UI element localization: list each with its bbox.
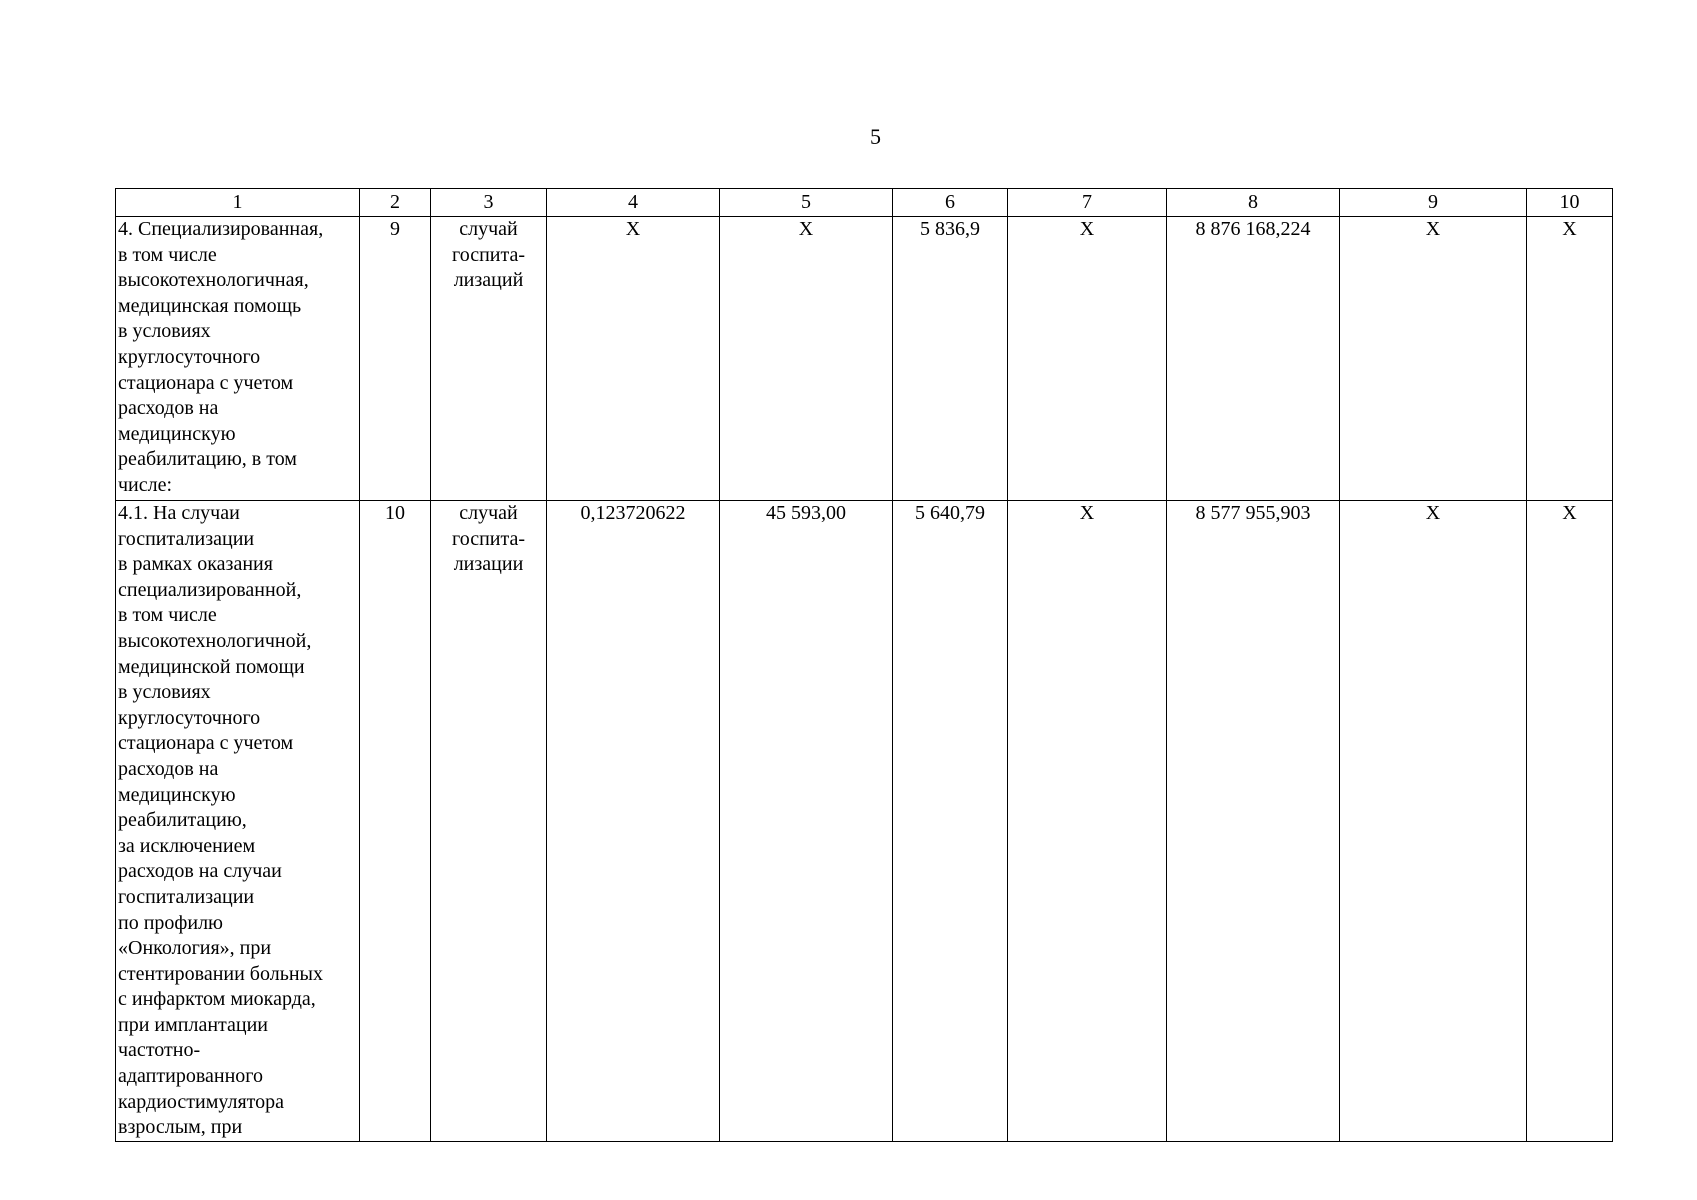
row-name-line: с инфарктом миокарда,: [118, 988, 316, 1011]
column-number: 4: [547, 189, 720, 217]
line-number-cell: 10: [360, 501, 431, 1142]
unit-line: госпита-: [451, 243, 525, 266]
column-number: 7: [1008, 189, 1167, 217]
row-name-line: медицинскую: [118, 783, 236, 806]
row-name-line: стационара с учетом: [118, 371, 294, 394]
value-cell-col5: 45 593,00: [720, 501, 893, 1142]
line-number-cell: 9: [360, 217, 431, 501]
row-name-line: кардиостимулятора: [118, 1090, 285, 1113]
row-name-line: реабилитацию,: [118, 809, 247, 832]
unit-line: случай: [459, 218, 518, 240]
row-name-line: высокотехнологичная,: [118, 269, 309, 292]
row-name-line: стационара с учетом: [118, 732, 294, 755]
row-name-line: в том числе: [118, 243, 217, 266]
row-name-line: специализированной,: [118, 578, 302, 601]
column-number: 9: [1340, 189, 1527, 217]
column-number: 8: [1167, 189, 1340, 217]
unit-line: случай: [459, 502, 518, 524]
row-name-line: реабилитацию, в том: [118, 448, 297, 471]
row-name-line: по профилю: [118, 911, 223, 934]
value-cell-col6: 5 836,9: [893, 217, 1008, 501]
value-cell-col9: X: [1340, 217, 1527, 501]
row-name-line: расходов на: [118, 757, 219, 780]
row-name-line: при имплантации: [118, 1013, 268, 1036]
unit-line: госпита-: [451, 527, 525, 550]
row-name-line: числе:: [118, 473, 173, 496]
value-cell-col8: 8 577 955,903: [1167, 501, 1340, 1142]
value-cell-col6: 5 640,79: [893, 501, 1008, 1142]
value-cell-col4: X: [547, 217, 720, 501]
row-name-line: круглосуточного: [118, 345, 261, 368]
row-name-line: расходов на случаи: [118, 860, 282, 883]
row-name-line: высокотехнологичной,: [118, 629, 312, 652]
unit-cell: [431, 501, 547, 1142]
row-name-line: госпитализации: [118, 527, 255, 550]
row-name-line: 4. Специализированная,: [118, 218, 324, 240]
value-cell-col10: X: [1527, 501, 1613, 1142]
table-row: [116, 501, 1613, 1142]
row-name-line: в условиях: [118, 681, 211, 704]
value-cell-col5: X: [720, 217, 893, 501]
row-name-line: в условиях: [118, 320, 211, 343]
row-name-line: «Онкология», при: [118, 937, 272, 960]
value-cell-col10: X: [1527, 217, 1613, 501]
row-name-line: взрослым, при: [118, 1116, 243, 1139]
row-name-cell: [116, 217, 360, 501]
value-cell-col4: 0,123720622: [547, 501, 720, 1142]
unit-cell: [431, 217, 547, 501]
row-name-line: адаптированного: [118, 1065, 263, 1088]
row-name-line: госпитализации: [118, 885, 255, 908]
column-number-row: [116, 189, 1613, 217]
data-table: [115, 188, 1613, 1142]
row-name-line: круглосуточного: [118, 706, 261, 729]
row-name-line: в том числе: [118, 604, 217, 627]
page-number: 5: [870, 124, 881, 149]
table-row: [116, 217, 1613, 501]
row-name-line: в рамках оказания: [118, 553, 273, 576]
value-cell-col7: X: [1008, 217, 1167, 501]
row-name-line: стентировании больных: [118, 962, 323, 985]
column-number: 10: [1527, 189, 1613, 217]
row-name-line: медицинскую: [118, 422, 236, 445]
row-name-line: медицинская помощь: [118, 294, 302, 317]
row-name-line: медицинской помощи: [118, 655, 305, 678]
row-name-line: за исключением: [118, 834, 256, 857]
row-name-line: частотно-: [118, 1039, 201, 1062]
row-name-cell: [116, 501, 360, 1142]
column-number: 3: [431, 189, 547, 217]
unit-line: лизации: [453, 553, 524, 576]
value-cell-col9: X: [1340, 501, 1527, 1142]
row-name-line: расходов на: [118, 397, 219, 420]
row-name-line: 4.1. На случаи: [118, 502, 240, 524]
column-number: 6: [893, 189, 1008, 217]
column-number: 5: [720, 189, 893, 217]
value-cell-col8: 8 876 168,224: [1167, 217, 1340, 501]
unit-line: лизаций: [453, 269, 524, 292]
column-number: 1: [116, 189, 360, 217]
column-number: 2: [360, 189, 431, 217]
value-cell-col7: X: [1008, 501, 1167, 1142]
